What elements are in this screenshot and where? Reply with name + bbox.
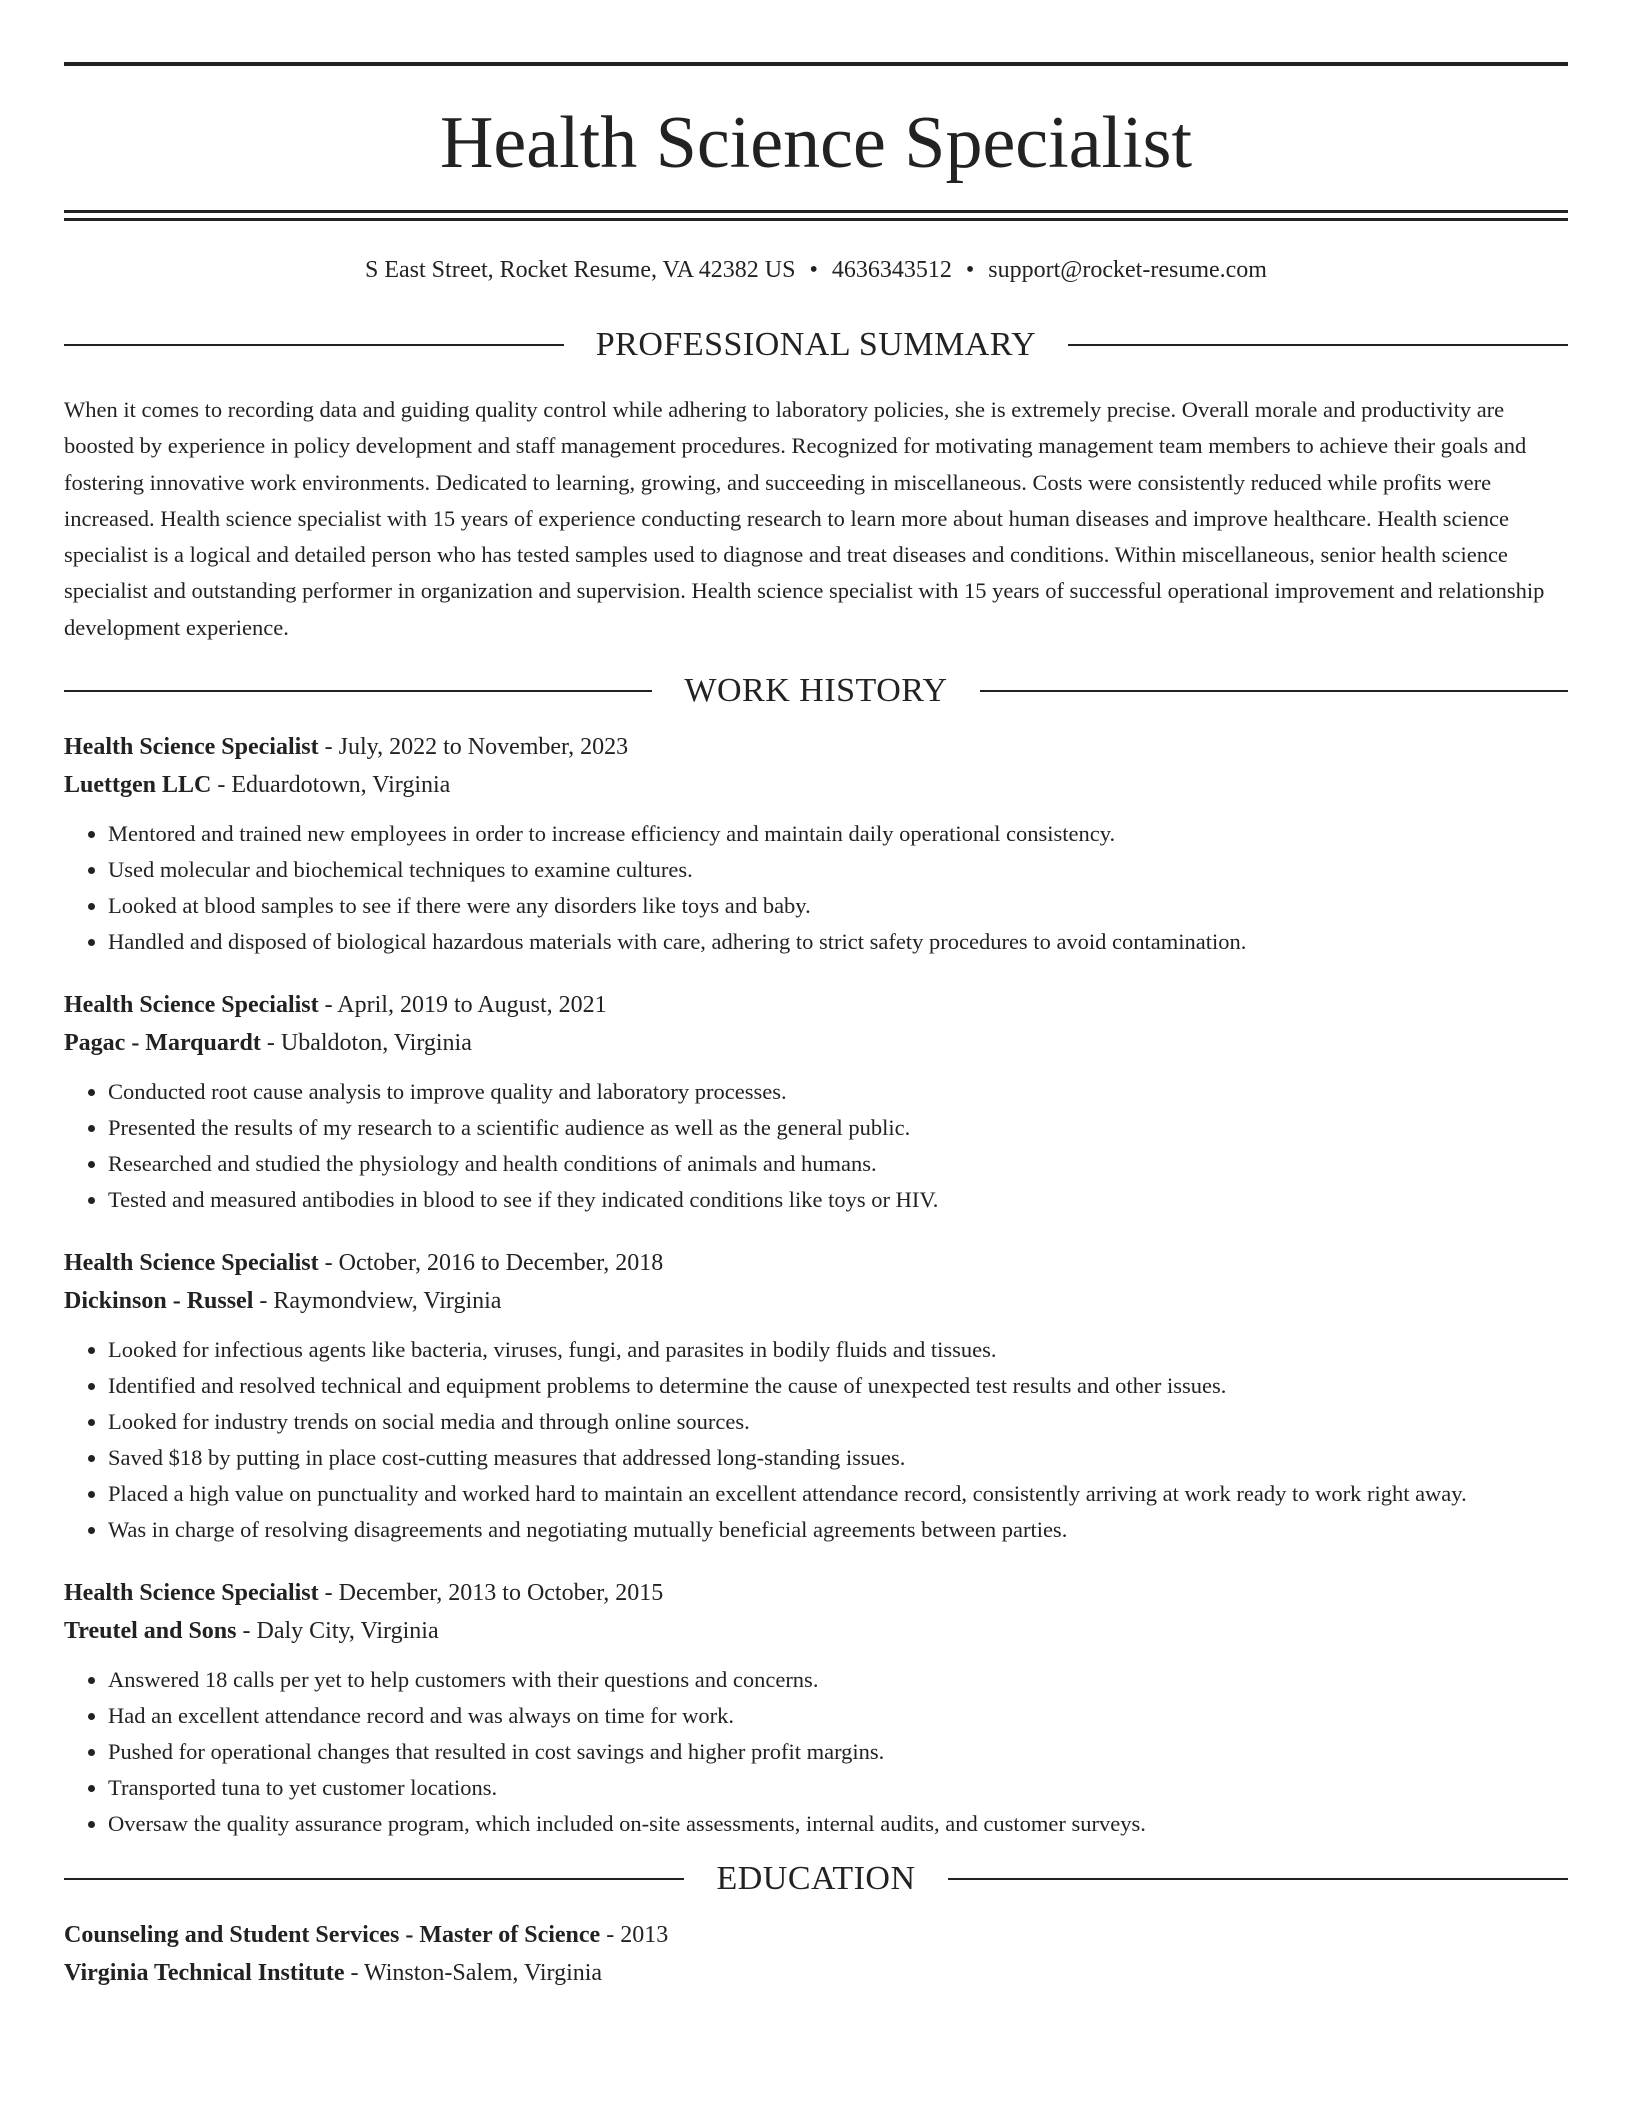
job-title-line — [64, 728, 1568, 766]
education-school: Virginia Technical Institute — [64, 1960, 345, 1987]
job-company-line — [64, 1024, 1568, 1062]
job-bullet: • Used molecular and biochemical techniques to examine cultures. — [108, 852, 1568, 888]
job-bullet: • Looked at blood samples to see if there were any disorders like toys and baby. — [108, 888, 1568, 924]
job-bullets — [64, 1332, 1568, 1548]
job-bullet: • Mentored and trained new employees in order to increase efficiency and maintain daily operational consistency. — [108, 816, 1568, 852]
job-bullet: • Pushed for operational changes that resulted in cost savings and higher profit margins. — [108, 1734, 1568, 1770]
job-location: - Eduardotown, Virginia — [211, 772, 451, 799]
job-company: Pagac - Marquardt — [64, 1030, 261, 1057]
heading-rule — [64, 1878, 684, 1880]
job-bullet: • Transported tuna to yet customer locations. — [108, 1770, 1568, 1806]
education-degree: Counseling and Student Services - Master of Science — [64, 1922, 601, 1949]
job-company-line — [64, 766, 1568, 804]
heading-rule — [1068, 344, 1568, 346]
contact-phone: 4636343512 — [831, 257, 952, 283]
job-dates: - October, 2016 to December, 2018 — [318, 1250, 664, 1277]
education-school-line — [64, 1954, 1568, 1992]
job-bullet: • Tested and measured antibodies in blood to see if they indicated conditions like toys or HIV. — [108, 1182, 1568, 1218]
job-bullets — [64, 1662, 1568, 1842]
job-title-line — [64, 1244, 1568, 1282]
job-bullet: • Was in charge of resolving disagreements and negotiating mutually beneficial agreements between parties. — [108, 1512, 1568, 1548]
job-entry — [64, 728, 1568, 960]
heading-rule — [980, 690, 1568, 692]
job-bullet: • Presented the results of my research to a scientific audience as well as the general public. — [108, 1110, 1568, 1146]
job-bullet: • Answered 18 calls per yet to help customers with their questions and concerns. — [108, 1662, 1568, 1698]
top-rule — [64, 62, 1568, 66]
job-location: - Raymondview, Virginia — [253, 1288, 502, 1315]
heading-rule — [948, 1878, 1568, 1880]
education-list — [64, 1916, 1568, 1992]
job-company: Dickinson - Russel — [64, 1288, 254, 1315]
contact-address: S East Street, Rocket Resume, VA 42382 US — [365, 257, 796, 283]
job-title-line — [64, 986, 1568, 1024]
job-bullets — [64, 1074, 1568, 1218]
contact-email: support@rocket-resume.com — [988, 257, 1267, 283]
job-title: Health Science Specialist — [64, 1250, 319, 1277]
summary-text: When it comes to recording data and guiding quality control while adhering to laboratory policies, she is extremely precise. Overall morale and productivity are boosted by experience in policy development and staff management procedures. Recognized for motivating management team members to achieve their goals and fostering innovative work environments. Dedicated to learning, growing, and succeeding in miscellaneous. Costs were consistently reduced while profits were increased. Health science specialist with 15 years of experience conducting research to learn more about human diseases and improve healthcare. Health science specialist is a logical and detailed person who has tested samples used to diagnose and treat diseases and conditions. Within miscellaneous, senior health science specialist and outstanding performer in organization and supervision. Health science specialist with 15 years of successful operational improvement and relationship development experience. — [64, 397, 1545, 640]
job-dates: - July, 2022 to November, 2023 — [318, 734, 629, 761]
heading-rule — [64, 690, 652, 692]
job-bullet: • Identified and resolved technical and equipment problems to determine the cause of unexpected test results and other issues. — [108, 1368, 1568, 1404]
job-company-line — [64, 1612, 1568, 1650]
job-company: Treutel and Sons — [64, 1618, 237, 1645]
job-bullet: • Placed a high value on punctuality and worked hard to maintain an excellent attendance record, consistently arriving at work ready to work right away. — [108, 1476, 1568, 1512]
job-bullet: • Had an excellent attendance record and was always on time for work. — [108, 1698, 1568, 1734]
job-bullet: • Handled and disposed of biological hazardous materials with care, adhering to strict safety procedures to avoid contamination. — [108, 924, 1568, 960]
job-bullets — [64, 816, 1568, 960]
section-title: PROFESSIONAL SUMMARY — [595, 326, 1037, 363]
job-entry — [64, 1574, 1568, 1842]
job-title: Health Science Specialist — [64, 992, 319, 1019]
resume-name: Health Science Specialist — [439, 102, 1193, 184]
contact-separator: • — [809, 257, 818, 283]
job-bullet: • Looked for infectious agents like bacteria, viruses, fungi, and parasites in bodily fluids and tissues. — [108, 1332, 1568, 1368]
job-dates: - April, 2019 to August, 2021 — [318, 992, 607, 1019]
job-location: - Daly City, Virginia — [236, 1618, 439, 1645]
section-title: EDUCATION — [716, 1860, 916, 1898]
job-bullet: • Oversaw the quality assurance program, which included on-site assessments, internal audits, and customer surveys. — [108, 1806, 1568, 1842]
job-title: Health Science Specialist — [64, 734, 319, 761]
job-company-line — [64, 1282, 1568, 1320]
education-year: - 2013 — [600, 1922, 669, 1949]
job-entry — [64, 986, 1568, 1218]
section-heading-work — [64, 672, 1568, 710]
section-heading-education — [64, 1860, 1568, 1898]
job-bullet: • Saved $18 by putting in place cost-cutting measures that addressed long-standing issues. — [108, 1440, 1568, 1476]
contact-line — [64, 257, 1568, 284]
work-history-list — [64, 728, 1568, 1842]
heading-rule — [64, 344, 564, 346]
job-title: Health Science Specialist — [64, 1580, 319, 1607]
education-entry — [64, 1916, 1568, 1992]
job-title-line — [64, 1574, 1568, 1612]
job-bullet: • Researched and studied the physiology and health conditions of animals and humans. — [108, 1146, 1568, 1182]
job-bullet: • Looked for industry trends on social media and through online sources. — [108, 1404, 1568, 1440]
job-entry — [64, 1244, 1568, 1548]
contact-separator: • — [965, 257, 975, 283]
section-title: WORK HISTORY — [684, 672, 948, 710]
job-dates: - December, 2013 to October, 2015 — [318, 1580, 664, 1607]
education-degree-line — [64, 1916, 1568, 1954]
job-company: Luettgen LLC — [64, 772, 212, 799]
job-location: - Ubaldoton, Virginia — [260, 1030, 472, 1057]
job-bullet: • Conducted root cause analysis to improve quality and laboratory processes. — [108, 1074, 1568, 1110]
education-location: - Winston-Salem, Virginia — [344, 1960, 603, 1987]
double-rule — [64, 210, 1568, 221]
section-heading-summary — [64, 326, 1568, 364]
